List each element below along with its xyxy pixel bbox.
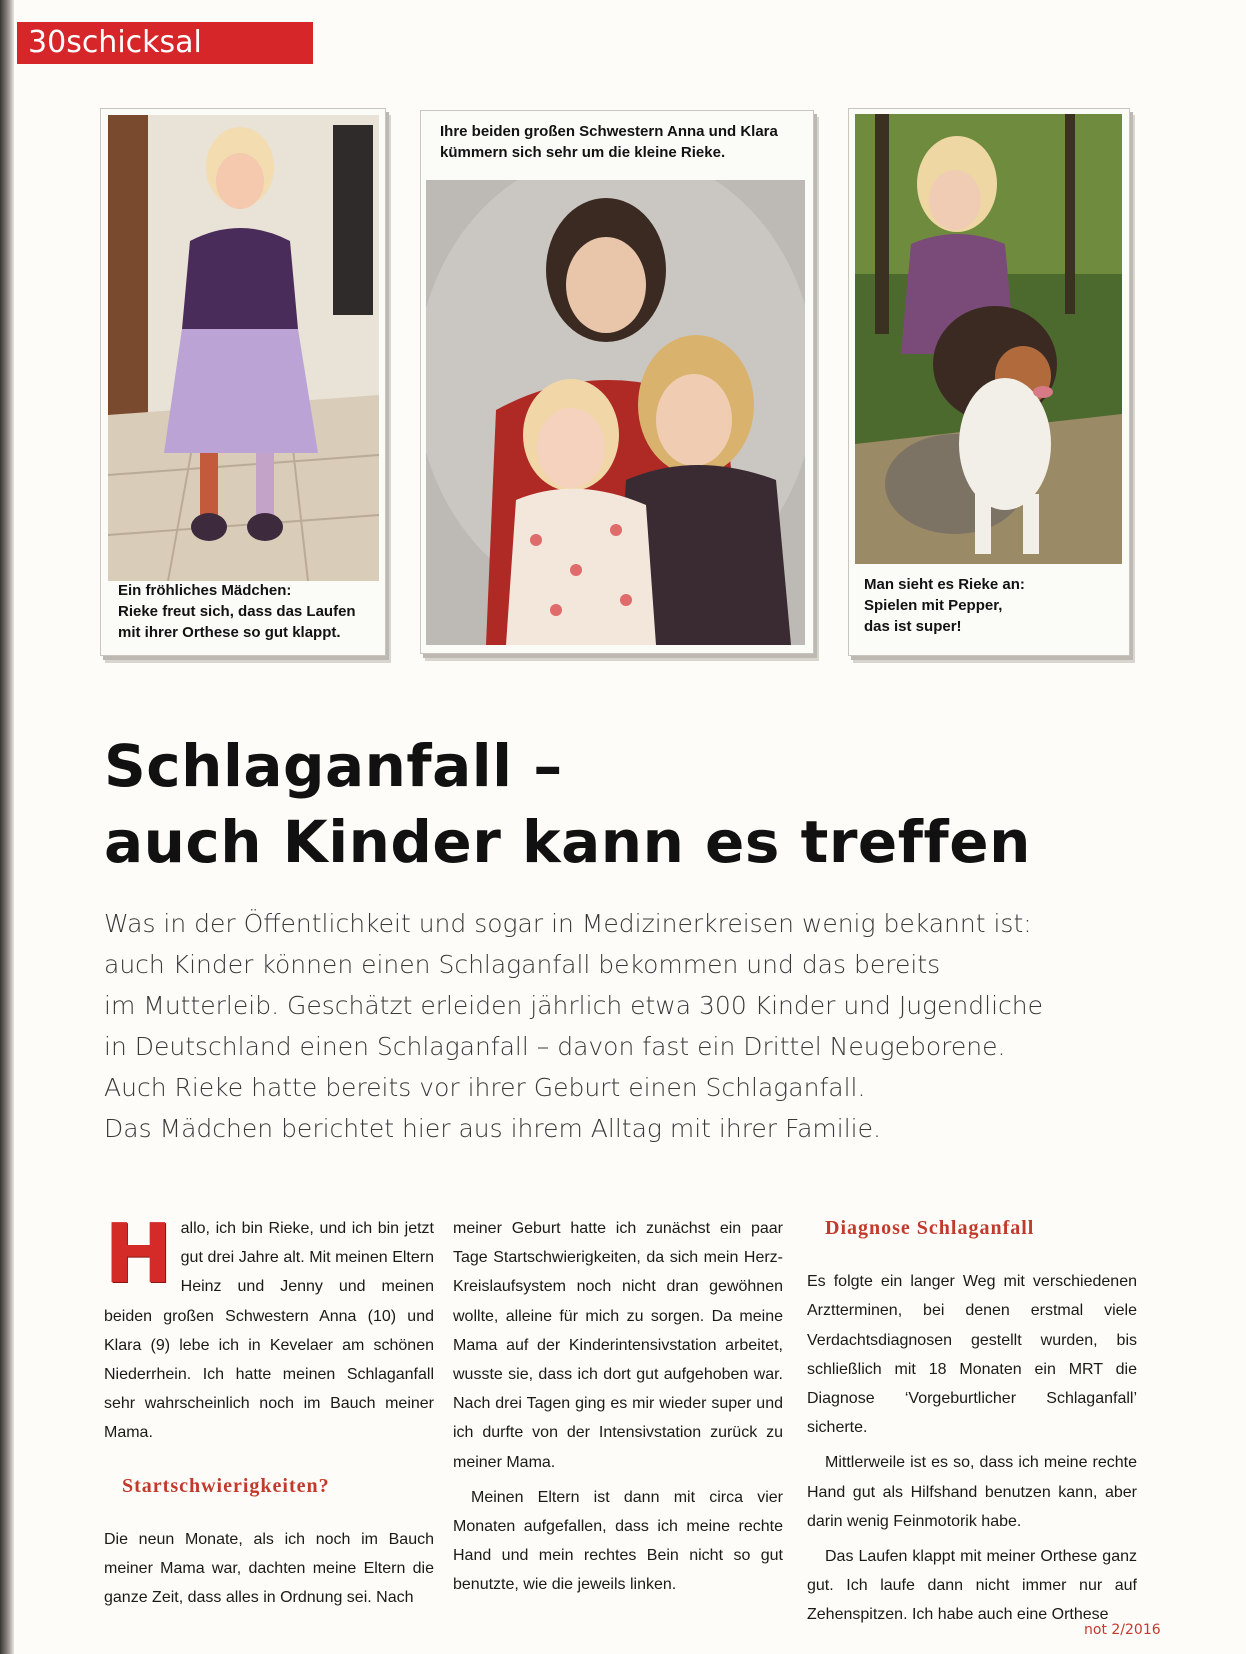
photo-girl-standing <box>108 115 379 581</box>
article-intro <box>104 903 1114 1149</box>
photo-girl-with-dog <box>855 114 1122 564</box>
subheading-diagnose: Diagnose Schlaganfall <box>825 1217 1035 1239</box>
paragraph: Mittlerweile ist es so, dass ich meine rechte Hand gut als Hilfshand benutzen kann, aber darin wenig Feinmotorik habe. <box>807 1454 1137 1530</box>
page-number: 30 <box>28 25 67 60</box>
intro-line: in Deutschland einen Schlaganfall – davon fast ein Drittel Neugeborene. <box>104 1032 1006 1061</box>
paragraph: Es folgte ein langer Weg mit verschiedenen Arztterminen, bei denen erstmal viele Verdachtsdiagnosen gestellt wurden, bis schließlich mit 18 Monaten ein MRT die Diagnose ‘Vorgeburtlicher Schlaganfall’ sicherte. <box>807 1273 1137 1437</box>
intro-line: Auch Rieke hatte bereits vor ihrer Geburt einen Schlaganfall. <box>104 1073 866 1102</box>
subheading-startschwierigkeiten: Startschwierigkeiten? <box>122 1474 330 1497</box>
issue-footer: not 2/2016 <box>1084 1622 1161 1638</box>
body-column-3 <box>807 1214 1137 1630</box>
body-column-1 <box>104 1207 434 1612</box>
photo-card-1 <box>100 108 386 656</box>
section-header-bar <box>17 22 313 64</box>
photo-three-sisters <box>426 180 805 645</box>
headline-line-2: auch Kinder kann es treffen <box>104 808 1031 876</box>
paragraph: Hallo, ich bin Rieke, und ich bin jetzt gut drei Jahre alt. Mit meinen Eltern Heinz und Jenny und meinen beiden großen Schwestern Anna (10) und Klara (9) lebe ich in Kevelaer am schönen Niederrhein. Ich hatte meinen Schlaganfall sehr wahrscheinlich noch im Bauch meiner Mama. <box>104 1207 434 1442</box>
photo-card-2 <box>420 110 814 654</box>
paragraph: Meinen Eltern ist dann mit circa vier Monaten aufgefallen, dass ich meine rechte Hand und mein rechtes Bein nicht so gut benutzte, wie die jeweils linken. <box>453 1488 783 1594</box>
intro-line: Das Mädchen berichtet hier aus ihrem Alltag mit ihrer Familie. <box>104 1114 881 1143</box>
photo-card-3 <box>848 108 1130 656</box>
body-column-2 <box>453 1214 783 1600</box>
article-headline <box>104 728 1154 880</box>
intro-line: im Mutterleib. Geschätzt erleiden jährlich etwa 300 Kinder und Jugendliche <box>104 991 1044 1020</box>
photo-caption-2: Ihre beiden großen Schwestern Anna und Klara kümmern sich sehr um die kleine Rieke. <box>440 123 778 161</box>
page-spine <box>0 0 14 1654</box>
intro-line: auch Kinder können einen Schlaganfall bekommen und das bereits <box>104 950 941 979</box>
headline-line-1: Schlaganfall – <box>104 732 563 800</box>
section-title: schicksal <box>66 25 202 60</box>
photo-caption-3: Man sieht es Rieke an: Spielen mit Pepper, das ist super! <box>864 576 1025 635</box>
intro-line: Was in der Öffentlichkeit und sogar in Medizinerkreisen wenig bekannt ist: <box>104 909 1032 938</box>
paragraph: Die neun Monate, als ich noch im Bauch meiner Mama war, dachten meine Eltern die ganze Zeit, dass alles in Ordnung sei. Nach <box>104 1530 434 1607</box>
drop-cap: H <box>104 1207 173 1302</box>
photo-caption-1: Ein fröhliches Mädchen: Rieke freut sich, dass das Laufen mit ihrer Orthese so gut klappt. <box>118 582 356 641</box>
paragraph: meiner Geburt hatte ich zunächst ein paar Tage Startschwierigkeiten, da sich mein Herz-Kreislaufsystem noch nicht dran gewöhnen wollte, alleine für mich zu sorgen. Da meine Mama auf der Kinderintensivstation arbeitet, wusste sie, dass ich dort gut aufgehoben war. Nach drei Tagen ging es mir wieder super und ich durfte von der Intensivstation zurück zu meiner Mama. <box>453 1220 783 1471</box>
paragraph: Das Laufen klappt mit meiner Orthese ganz gut. Ich laufe dann nicht immer nur auf Zehenspitzen. Ich habe auch eine Orthese <box>807 1548 1137 1624</box>
